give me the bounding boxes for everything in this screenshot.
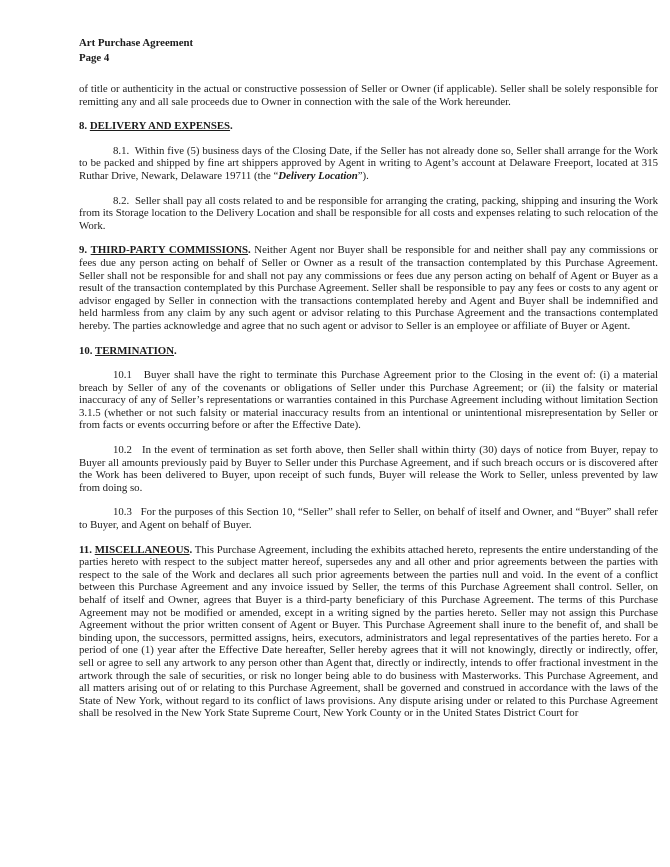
section-10-number: 10. <box>79 344 93 357</box>
section-9-title: THIRD-PARTY COMMISSIONS <box>90 244 249 257</box>
section-11-paragraph <box>79 544 658 720</box>
section-9-paragraph <box>79 244 658 332</box>
section-10-heading-period: . <box>174 344 177 357</box>
clause-10-2-text: In the event of termination as set forth above, then Seller shall within thirty (30) days of notice from Buyer, repay to Buyer all amounts previously paid by Buyer to Seller under this Purchase Agreement, and if such breach occurs or is discovered after the Work has been delivered to Buyer, upon receipt of such funds, Buyer will release the Work to Seller, unless prevented by law from doing so. <box>79 444 658 494</box>
section-11-number: 11. <box>79 543 92 556</box>
page-number: Page 4 <box>79 52 110 64</box>
clause-10-3-number: 10.3 <box>113 506 132 519</box>
section-8-title: DELIVERY AND EXPENSES <box>89 120 231 133</box>
section-8-number: 8. <box>79 120 88 133</box>
intro-paragraph <box>79 83 658 108</box>
clause-10-2-number: 10.2 <box>113 444 132 457</box>
section-8-heading-period: . <box>230 120 233 133</box>
document-title: Art Purchase Agreement <box>79 37 194 49</box>
clause-8-1-text-before: Within five (5) business days of the Closing Date, if the Seller has not already done so, Seller shall arrange for the Work to be packed and shipped by fine art shippers approved by Agent in writing to Agent’s account at Delaware Freeport, located at 315 Ruthar Drive, Newark, Delaware 19711 (the “ <box>79 144 658 182</box>
section-10-title: TERMINATION <box>95 344 174 357</box>
clause-8-1 <box>79 145 658 183</box>
section-11-text: This Purchase Agreement, including the exhibits attached hereto, represents the entire understanding of the parties hereto with respect to the subject matter hereof, supersedes any and all other and prior agreements between the parties with respect to the sale of the Work and declares all such prior agreements between the parties null and void. In the event of a conflict between this Purchase Agreement and any invoice issued by Seller, the terms of this Purchase Agreement shall control. Seller, on behalf of itself and Owner, agrees that Buyer is a third-party beneficiary of this Purchase Agreement. The terms of this Purchase Agreement may not be modified or amended, except in a writing signed by the parties hereto. Seller may not assign this Purchase Agreement without the prior written consent of Agent or Buyer. This Purchase Agreement shall inure to the benefit of, and shall be binding upon, the successors, permitted assigns, heirs, executors, administrators and legal representatives of the parties hereto. For a period of one (1) year after the Effective Date hereafter, Seller hereby agrees that it will not knowingly, directly or indirectly, offer, sell or agree to sell any artwork to any person other than Agent that, directly or indirectly, intends to offer fractional investment in the artwork through the sale of securities, or risk no longer being able to do business with Masterworks. This Purchase Agreement, and all matters arising out of or relating to this Purchase Agreement, shall be governed and construed in accordance with the laws of the State of New York, without regard to its conflict of laws provisions. Any dispute arising under or related to this Purchase Agreement shall be resolved in the New York State Supreme Court, New York County or in the United States District Court for <box>79 543 658 720</box>
clause-8-1-number: 8.1. <box>113 144 130 157</box>
defined-term-delivery-location: Delivery Location <box>278 169 358 182</box>
clause-10-1-number: 10.1 <box>113 369 132 382</box>
section-11-heading-period: . <box>189 543 193 556</box>
clause-10-3 <box>79 506 658 531</box>
clause-8-2-number: 8.2. <box>113 194 130 207</box>
clause-8-1-text-after: ”). <box>357 169 369 182</box>
section-11-title: MISCELLANEOUS <box>94 543 190 556</box>
section-9-number: 9. <box>79 244 88 257</box>
clause-10-1-text: Buyer shall have the right to terminate this Purchase Agreement prior to the Closing in the event of: (i) a material breach by Seller of any of the covenants or obligations of Seller under this Purchase Agreement; or (ii) the falsity or material inaccuracy of any of Seller’s representations or warranties contained in this Purchase Agreement including without limitation Section 3.1.5 (whether or not such falsity or material inaccuracy results from an intentional or unintentional misrepresentation by Seller or from facts or events occurring before or after the Effective Date). <box>79 369 658 432</box>
clause-10-3-text: For the purposes of this Section 10, “Seller” shall refer to Seller, on behalf of itself and Owner, and “Buyer” shall refer to Buyer, and Agent on behalf of Buyer. <box>79 506 658 532</box>
clause-10-2 <box>79 444 658 494</box>
section-9-text: Neither Agent nor Buyer shall be responsible for and neither shall pay any commissions or fees due any person acting on behalf of Seller or Owner as a result of the transaction contemplated by this Purchase Agreement. Seller shall not be responsible for and shall not pay any commissions or fees due any person acting on behalf of Agent or Buyer as a result of the transaction contemplated by this Purchase Agreement. Seller shall be responsible to pay any fees or costs to any agent or advisor engaged by Seller in connection with the transactions contemplated hereby and Agent and Buyer shall be indemnified and held harmless from any claim by any such agent or advisor relating to this Purchase Agreement and the transactions contemplated hereby. The parties acknowledge and agree that no such agent or advisor to Seller is an employee or affiliate of Buyer or Agent. <box>79 244 658 332</box>
clause-10-1 <box>79 369 658 432</box>
document-content <box>79 36 658 732</box>
section-9-heading-period: . <box>248 244 251 257</box>
clause-8-2 <box>79 195 658 233</box>
section-10-heading <box>79 345 658 358</box>
intro-paragraph-text: of title or authenticity in the actual or constructive possession of Seller or Owner (if applicable). Seller shall be solely responsible for remitting any and all sale proceeds due to Owner in connection with the sale of the Work hereunder. <box>79 83 658 108</box>
document-header <box>79 36 658 66</box>
clause-8-2-text: Seller shall pay all costs related to and be responsible for arranging the crating, packing, shipping and insuring the Work from its Storage location to the Delivery Location and shall be responsible for all costs and expenses relating to such relocation of the Work. <box>79 194 658 232</box>
section-8-heading <box>79 120 658 133</box>
